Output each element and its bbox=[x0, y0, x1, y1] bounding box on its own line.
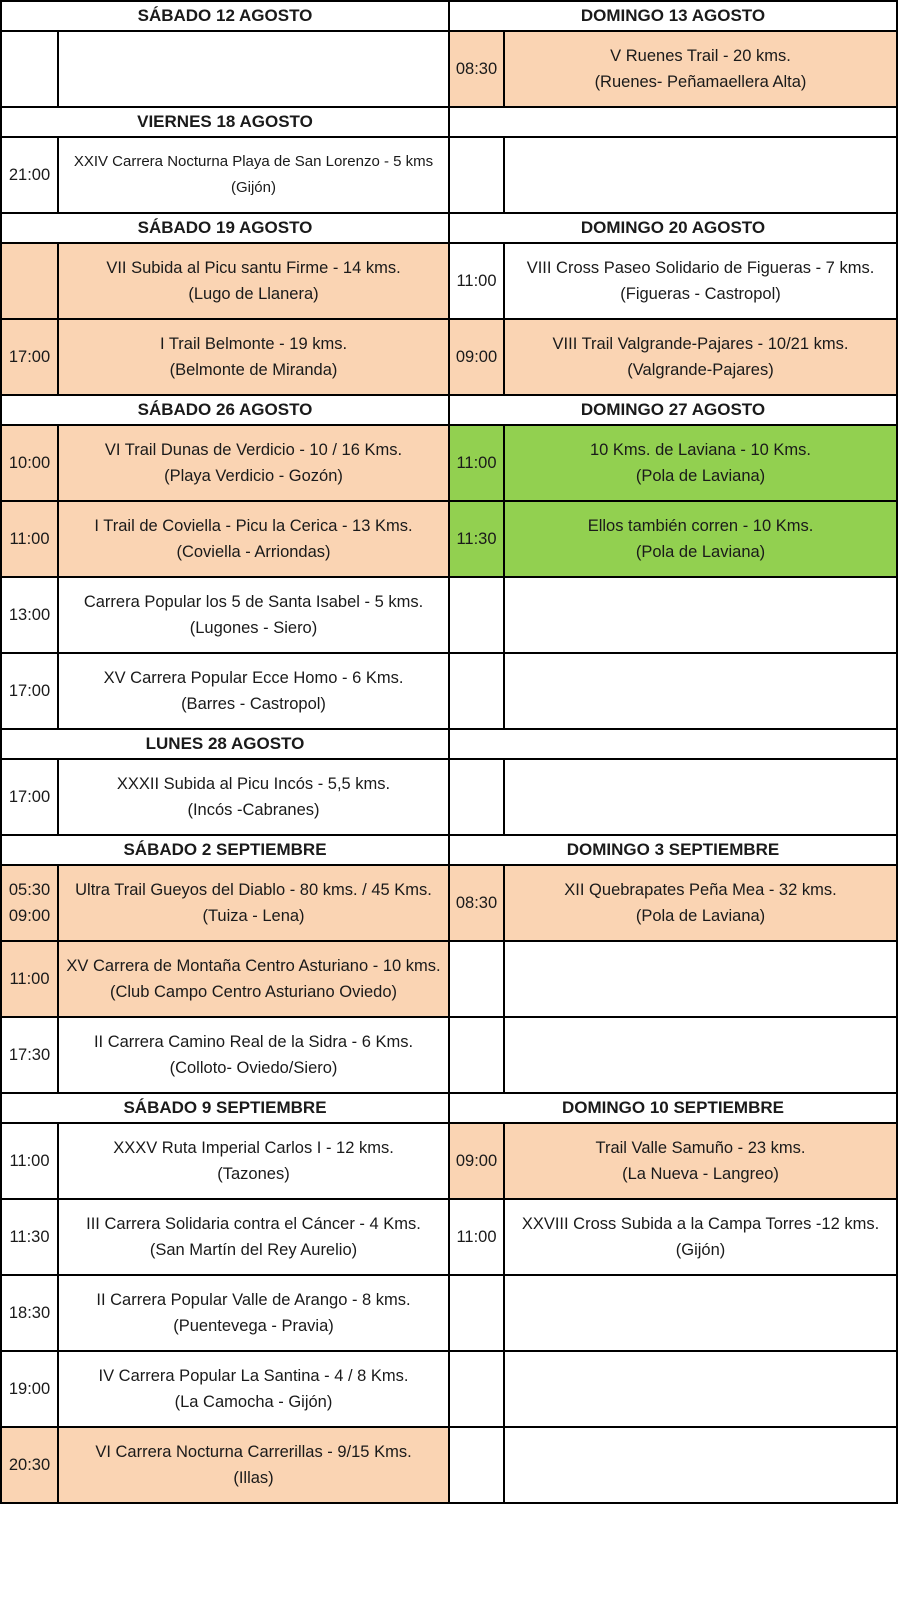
right-time-cell bbox=[449, 1275, 504, 1351]
event-location: (Colloto- Oviedo/Siero) bbox=[169, 1059, 338, 1077]
left-time-cell bbox=[1, 1123, 58, 1199]
day-header-row bbox=[1, 729, 897, 759]
event-time: 17:00 bbox=[8, 348, 51, 366]
event-name: XV Carrera de Montaña Centro Asturiano - 10 kms. bbox=[66, 957, 441, 975]
event-location: (Pola de Laviana) bbox=[635, 467, 766, 485]
right-time-cell bbox=[449, 243, 504, 319]
day-header-right: DOMINGO 3 SEPTIEMBRE bbox=[449, 835, 897, 865]
event-name: III Carrera Solidaria contra el Cáncer - 4 Kms. bbox=[86, 1215, 421, 1233]
event-name: VI Carrera Nocturna Carrerillas - 9/15 Kms. bbox=[95, 1443, 412, 1461]
event-time: 11:00 bbox=[456, 272, 497, 290]
left-time-cell bbox=[1, 865, 58, 941]
right-time-cell bbox=[449, 501, 504, 577]
event-row bbox=[1, 137, 897, 213]
left-event-cell bbox=[58, 1275, 449, 1351]
event-location: (Lugo de Llanera) bbox=[188, 285, 319, 303]
event-row bbox=[1, 1427, 897, 1503]
day-header-row bbox=[1, 213, 897, 243]
event-time: 17:00 bbox=[8, 788, 51, 806]
day-header-right: DOMINGO 27 AGOSTO bbox=[449, 395, 897, 425]
day-header-right: DOMINGO 10 SEPTIEMBRE bbox=[449, 1093, 897, 1123]
event-location: (Tazones) bbox=[217, 1165, 290, 1183]
event-name: VII Subida al Picu santu Firme - 14 kms. bbox=[106, 259, 401, 277]
left-event-cell bbox=[58, 1199, 449, 1275]
left-time-cell bbox=[1, 759, 58, 835]
left-time-cell bbox=[1, 1017, 58, 1093]
event-time: 11:30 bbox=[9, 1228, 50, 1246]
left-time-cell bbox=[1, 577, 58, 653]
day-header-left: SÁBADO 2 SEPTIEMBRE bbox=[1, 835, 449, 865]
event-time: 11:00 bbox=[9, 970, 50, 988]
left-event-cell bbox=[58, 1427, 449, 1503]
right-time-cell bbox=[449, 1351, 504, 1427]
event-time: 13:00 bbox=[8, 606, 51, 624]
left-event-cell bbox=[58, 425, 449, 501]
event-name: VIII Cross Paseo Solidario de Figueras - 7 kms. bbox=[526, 259, 875, 277]
day-header-left: SÁBADO 26 AGOSTO bbox=[1, 395, 449, 425]
event-name: XV Carrera Popular Ecce Homo - 6 Kms. bbox=[103, 669, 404, 687]
event-row bbox=[1, 1275, 897, 1351]
right-time-cell bbox=[449, 1199, 504, 1275]
right-event-cell bbox=[504, 653, 897, 729]
event-row bbox=[1, 865, 897, 941]
event-time: 11:00 bbox=[456, 1228, 497, 1246]
day-header-left: VIERNES 18 AGOSTO bbox=[1, 107, 449, 137]
event-location: (Gijón) bbox=[230, 179, 276, 196]
event-row bbox=[1, 1199, 897, 1275]
event-time: 09:00 bbox=[455, 1152, 498, 1170]
event-location: (Lugones - Siero) bbox=[189, 619, 318, 637]
event-row bbox=[1, 1017, 897, 1093]
right-event-cell bbox=[504, 31, 897, 107]
event-row bbox=[1, 1351, 897, 1427]
event-location: (Valgrande-Pajares) bbox=[627, 361, 774, 379]
right-event-cell bbox=[504, 1427, 897, 1503]
day-header-left: SÁBADO 9 SEPTIEMBRE bbox=[1, 1093, 449, 1123]
event-time: 20:30 bbox=[8, 1456, 51, 1474]
event-name: XII Quebrapates Peña Mea - 32 kms. bbox=[564, 881, 837, 899]
event-row bbox=[1, 653, 897, 729]
left-time-cell bbox=[1, 243, 58, 319]
right-time-cell bbox=[449, 31, 504, 107]
event-time: 11:30 bbox=[456, 530, 497, 548]
right-time-cell bbox=[449, 319, 504, 395]
event-row bbox=[1, 243, 897, 319]
right-time-cell bbox=[449, 759, 504, 835]
event-name: Carrera Popular los 5 de Santa Isabel - 5 kms. bbox=[83, 593, 424, 611]
event-time: 11:00 bbox=[456, 454, 497, 472]
right-event-cell bbox=[504, 1199, 897, 1275]
event-time: 18:30 bbox=[8, 1304, 51, 1322]
right-event-cell bbox=[504, 243, 897, 319]
event-time: 11:00 bbox=[9, 530, 50, 548]
right-time-cell bbox=[449, 1427, 504, 1503]
event-time: 19:00 bbox=[8, 1380, 51, 1398]
event-name: XXXII Subida al Picu Incós - 5,5 kms. bbox=[116, 775, 391, 793]
event-location: (Barres - Castropol) bbox=[181, 695, 326, 713]
left-time-cell bbox=[1, 1351, 58, 1427]
left-time-cell bbox=[1, 653, 58, 729]
day-header-right: DOMINGO 13 AGOSTO bbox=[449, 1, 897, 31]
right-time-cell bbox=[449, 137, 504, 213]
left-time-cell bbox=[1, 31, 58, 107]
right-event-cell bbox=[504, 1017, 897, 1093]
left-event-cell bbox=[58, 319, 449, 395]
event-location: (Pola de Laviana) bbox=[635, 907, 766, 925]
day-header-row bbox=[1, 107, 897, 137]
event-time: 08:30 bbox=[455, 60, 498, 78]
right-time-cell bbox=[449, 577, 504, 653]
left-event-cell bbox=[58, 759, 449, 835]
event-name: II Carrera Popular Valle de Arango - 8 kms. bbox=[96, 1291, 411, 1309]
event-name: 10 Kms. de Laviana - 10 Kms. bbox=[589, 441, 812, 459]
left-event-cell bbox=[58, 653, 449, 729]
event-name: VIII Trail Valgrande-Pajares - 10/21 kms. bbox=[552, 335, 849, 353]
event-name: I Trail Belmonte - 19 kms. bbox=[159, 335, 348, 353]
event-name: I Trail de Coviella - Picu la Cerica - 13 Kms. bbox=[94, 517, 413, 535]
right-event-cell bbox=[504, 501, 897, 577]
right-time-cell bbox=[449, 1123, 504, 1199]
event-location: (Belmonte de Miranda) bbox=[169, 361, 338, 379]
event-location: (Gijón) bbox=[675, 1241, 726, 1259]
left-event-cell bbox=[58, 137, 449, 213]
right-event-cell bbox=[504, 577, 897, 653]
left-event-cell bbox=[58, 1017, 449, 1093]
day-header-right bbox=[449, 729, 897, 759]
left-event-cell bbox=[58, 941, 449, 1017]
left-event-cell bbox=[58, 1123, 449, 1199]
day-header-left: LUNES 28 AGOSTO bbox=[1, 729, 449, 759]
event-location: (Ruenes- Peñamaellera Alta) bbox=[594, 73, 807, 91]
right-time-cell bbox=[449, 1017, 504, 1093]
right-event-cell bbox=[504, 137, 897, 213]
event-row bbox=[1, 501, 897, 577]
event-name: Ultra Trail Gueyos del Diablo - 80 kms. / 45 Kms. bbox=[75, 881, 432, 899]
left-event-cell bbox=[58, 865, 449, 941]
left-time-cell bbox=[1, 501, 58, 577]
event-name: Ellos también corren - 10 Kms. bbox=[587, 517, 814, 535]
event-time: 17:30 bbox=[8, 1046, 51, 1064]
left-event-cell bbox=[58, 243, 449, 319]
day-header-row bbox=[1, 835, 897, 865]
event-name: XXXV Ruta Imperial Carlos I - 12 kms. bbox=[113, 1139, 394, 1157]
event-name: XXVIII Cross Subida a la Campa Torres -12 kms. bbox=[521, 1215, 880, 1233]
left-event-cell bbox=[58, 501, 449, 577]
event-time: 11:00 bbox=[9, 1152, 50, 1170]
event-row bbox=[1, 577, 897, 653]
event-name: VI Trail Dunas de Verdicio - 10 / 16 Kms. bbox=[104, 441, 403, 459]
day-header-row bbox=[1, 1093, 897, 1123]
right-time-cell bbox=[449, 653, 504, 729]
event-location: (Figueras - Castropol) bbox=[620, 285, 781, 303]
event-time: 17:00 bbox=[8, 682, 51, 700]
right-event-cell bbox=[504, 1123, 897, 1199]
left-time-cell bbox=[1, 319, 58, 395]
right-event-cell bbox=[504, 425, 897, 501]
event-name: V Ruenes Trail - 20 kms. bbox=[610, 47, 791, 65]
event-row bbox=[1, 31, 897, 107]
event-time-secondary: 09:00 bbox=[8, 907, 51, 925]
right-event-cell bbox=[504, 1275, 897, 1351]
day-header-row bbox=[1, 1, 897, 31]
day-header-right: DOMINGO 20 AGOSTO bbox=[449, 213, 897, 243]
event-row bbox=[1, 319, 897, 395]
event-location: (Pola de Laviana) bbox=[635, 543, 766, 561]
right-time-cell bbox=[449, 865, 504, 941]
event-time: 10:00 bbox=[8, 454, 51, 472]
event-row bbox=[1, 1123, 897, 1199]
event-name: IV Carrera Popular La Santina - 4 / 8 Kms. bbox=[98, 1367, 409, 1385]
event-location: (Illas) bbox=[233, 1469, 274, 1487]
event-row bbox=[1, 425, 897, 501]
event-name: Trail Valle Samuño - 23 kms. bbox=[595, 1139, 806, 1157]
event-name: II Carrera Camino Real de la Sidra - 6 Kms. bbox=[93, 1033, 414, 1051]
left-time-cell bbox=[1, 1199, 58, 1275]
right-time-cell bbox=[449, 941, 504, 1017]
right-event-cell bbox=[504, 319, 897, 395]
right-event-cell bbox=[504, 865, 897, 941]
right-time-cell bbox=[449, 425, 504, 501]
event-location: (La Nueva - Langreo) bbox=[622, 1165, 779, 1183]
day-header-row bbox=[1, 395, 897, 425]
event-location: (Incós -Cabranes) bbox=[187, 801, 320, 819]
left-time-cell bbox=[1, 425, 58, 501]
left-event-cell bbox=[58, 577, 449, 653]
left-time-cell bbox=[1, 137, 58, 213]
event-time: 09:00 bbox=[455, 348, 498, 366]
day-header-right bbox=[449, 107, 897, 137]
right-event-cell bbox=[504, 759, 897, 835]
day-header-left: SÁBADO 12 AGOSTO bbox=[1, 1, 449, 31]
left-time-cell bbox=[1, 1275, 58, 1351]
event-row bbox=[1, 941, 897, 1017]
event-time: 21:00 bbox=[8, 166, 51, 184]
left-event-cell bbox=[58, 31, 449, 107]
left-event-cell bbox=[58, 1351, 449, 1427]
event-location: (Puentevega - Pravia) bbox=[173, 1317, 334, 1335]
event-location: (La Camocha - Gijón) bbox=[174, 1393, 333, 1411]
event-time: 05:30 bbox=[8, 881, 51, 899]
event-location: (Club Campo Centro Asturiano Oviedo) bbox=[109, 983, 398, 1001]
event-time: 08:30 bbox=[455, 894, 498, 912]
right-event-cell bbox=[504, 1351, 897, 1427]
left-time-cell bbox=[1, 941, 58, 1017]
event-row bbox=[1, 759, 897, 835]
event-location: (San Martín del Rey Aurelio) bbox=[149, 1241, 358, 1259]
day-header-left: SÁBADO 19 AGOSTO bbox=[1, 213, 449, 243]
left-time-cell bbox=[1, 1427, 58, 1503]
right-event-cell bbox=[504, 941, 897, 1017]
event-name: XXIV Carrera Nocturna Playa de San Lorenzo - 5 kms bbox=[73, 153, 434, 170]
event-location: (Playa Verdicio - Gozón) bbox=[164, 467, 343, 485]
event-location: (Tuiza - Lena) bbox=[202, 907, 305, 925]
event-location: (Coviella - Arriondas) bbox=[176, 543, 331, 561]
